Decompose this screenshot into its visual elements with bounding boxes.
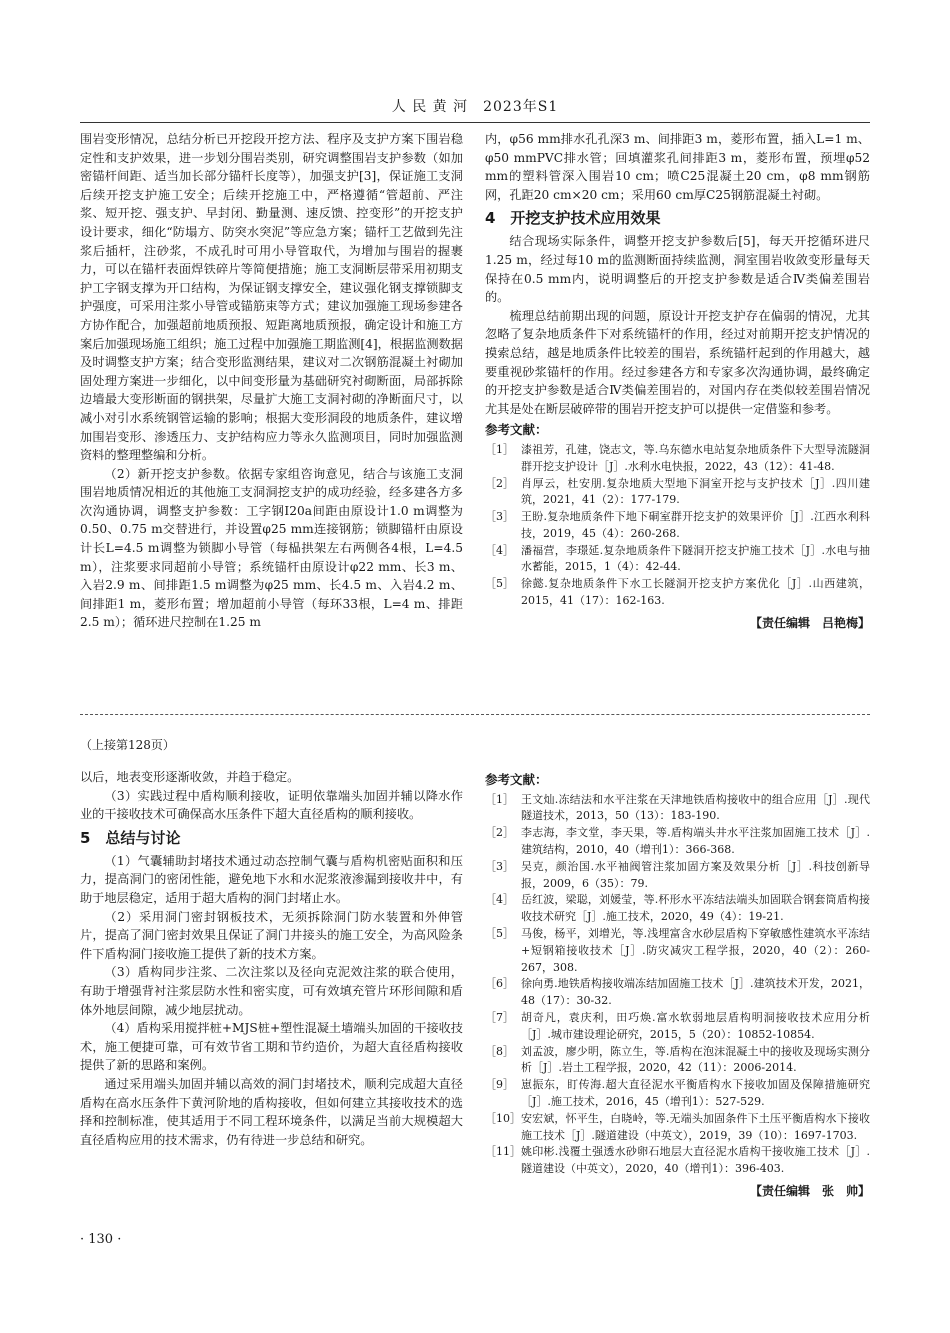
reference-text: 王文灿.冻结法和水平注浆在天津地铁盾构接收中的组合应用［J］.现代隧道技术，2013，50（13）：183-190.: [521, 792, 870, 823]
reference-item: [485, 1144, 870, 1178]
section-heading: 5 总结与讨论: [80, 828, 181, 847]
reference-number: ［10］: [485, 1111, 521, 1125]
reference-item: [485, 442, 870, 476]
reference-item: [485, 926, 870, 976]
reference-item: [485, 476, 870, 510]
reference-item: [485, 825, 870, 859]
reference-item: [485, 792, 870, 826]
lower-right-column: [485, 768, 870, 1201]
reference-number: ［7］: [485, 1010, 514, 1024]
article-divider: [80, 714, 870, 715]
reference-number: ［1］: [485, 792, 514, 806]
paragraph: （3）盾构同步注浆、二次注浆以及径向克泥效注浆的联合使用，有助于增强背衬注浆层防水性和密实度，可有效填充管片环形间隙和盾体外地层间隙，减少地层扰动。: [80, 965, 463, 1017]
reference-list: [485, 442, 870, 610]
reference-number: ［3］: [485, 859, 514, 873]
paragraph: （4）盾构采用搅拌桩+MJS桩+塑性混凝土墙端头加固的干接收技术，施工便捷可靠，可有效节省工期和节约造价，为超大直径盾构接收提供了新的思路和案例。: [80, 1021, 463, 1073]
reference-text: 吴克，颜治国.水平袖阀管注浆加固方案及效果分析［J］.科技创新导报，2009，6（35）：79.: [521, 859, 870, 890]
reference-number: ［11］: [485, 1145, 521, 1159]
reference-number: ［9］: [485, 1078, 514, 1092]
reference-item: [485, 576, 870, 610]
section-heading: 4 开挖支护技术应用效果: [485, 209, 661, 228]
references-heading: 参考文献：: [485, 772, 548, 787]
reference-number: ［6］: [485, 977, 514, 991]
reference-item: [485, 976, 870, 1010]
reference-item: [485, 509, 870, 543]
reference-list: [485, 792, 870, 1178]
references-heading: 参考文献：: [485, 422, 548, 438]
reference-item: [485, 1010, 870, 1044]
reference-text: 刘孟波，廖少明，陈立生，等.盾构在泡沫混凝土中的接收及现场实测分析［J］.岩土工程学报，2020，42（11）：2006-2014.: [521, 1044, 870, 1075]
reference-item: [485, 1044, 870, 1078]
reference-item: [485, 1111, 870, 1145]
paragraph: （2）采用洞门密封钢板技术，无须拆除洞门防水装置和外伸管片，提高了洞门密封效果且保证了洞门井接头的施工安全，为高风险条件下盾构洞门接收施工提供了新的技术方案。: [80, 909, 463, 961]
responsible-editor: 【责任编辑 吕艳梅】: [749, 615, 870, 630]
reference-number: ［5］: [485, 926, 514, 940]
paragraph: （2）新开挖支护参数。依据专家组咨询意见，结合与该施工支洞围岩地质情况相近的其他施工支洞洞挖支护的成功经验，经多建各方多次沟通协调，调整支护参数：工字钢I20a间距由原设计1.0 m调整为0.50、0.75 m交替进行，并设置φ25 mm连接钢筋；锁脚锚杆由原设计长L=4.5 m调整为锁脚小导管（每榀拱架左右两侧各4根，L=4.5 m），注浆要求同超前小导管；系统锚杆由原设计φ22 mm、长3 m、入岩2.9 m、间排距1.5 m调整为φ25 mm、长4.5 m、入岩4.2 m、间排距1 m，菱形布置；增加超前小导管（每环33根，L=4 m、排距2.5 m）；循环进尺控制在1.25 m: [80, 466, 463, 630]
reference-text: 姚印彬.浅覆土强透水砂卵石地层大直径泥水盾构干接收施工技术［J］.隧道建设（中英文），2020，40（增刊1）：396-403.: [521, 1145, 870, 1176]
reference-text: 马俊，杨平，刘增光，等.浅埋富含水砂层盾构下穿敏感性建筑水平冻结+短钢箱接收技术［J］.防灾减灾工程学报，2020，40（2）：260-267，308.: [521, 926, 870, 974]
running-header: 人 民 黄 河 2023年S1: [80, 96, 870, 123]
reference-text: 胡奇凡，袁庆利，田巧焕.富水软弱地层盾构明洞接收技术应用分析［J］.城市建设理论研究，2015，5（20）：10852-10854.: [521, 1010, 870, 1041]
reference-item: [485, 543, 870, 577]
reference-text: 徐向勇.地铁盾构接收端冻结加固施工技术［J］.建筑技术开发，2021，48（17）：30-32.: [521, 977, 870, 1008]
reference-item: [485, 859, 870, 893]
reference-number: ［1］: [485, 442, 514, 456]
paragraph: 围岩变形情况，总结分析已开挖段开挖方法、程序及支护方案下围岩稳定性和支护效果，进一步划分围岩类别，研究调整围岩支护参数（如加密锚杆间距、适当加长部分锚杆长度等），加强支护[3]，保证施工支洞后续开挖支护施工安全；后续开挖施工中，严格遵循“管超前、严注浆、短开挖、强支护、早封闭、勤量测、速反馈、控变形”的开挖支护设计要求，细化“防塌方、防突水突泥”等应急方案；锚杆工艺做到先注浆后插杆，注砂浆，不成孔时可用小导管取代，为增加与围岩的握裹力，可以在锚杆表面焊铁碎片等简便措施；施工支洞断层带采用初期支护工字钢支撑为开口结构，为保证钢支撑安全，建议强化钢支撑锁脚支护强度，可采用注浆小导管或锚筋束等方式；建议加强施工现场参建各方协作配合，加强超前地质预报、短距离地质预报，确定设计和施工方案后加强现场施工组织；施工过程中加强施工期监测[4]，根据监测数据及时调整支护方案；结合变形监测结果，建议对二次钢筋混凝土衬砌加固处理方案进一步细化，以中间变形量为基础研究衬砌断面，局部拆除边墙最大变形断面的钢拱架，尽量扩大施工支洞衬砌的净断面尺寸，以减小对引水系统钢管运输的影响；根据大变形洞段的地质条件，建议增加围岩变形、渗透压力、支护结构应力等永久监测项目，同时加强监测资料的整理整编和分析。: [80, 132, 463, 463]
reference-text: 李志海，李文堂，李天果，等.盾构端头井水平注浆加固施工技术［J］.建筑结构，2010，40（增刊1）：366-368.: [521, 826, 870, 856]
upper-left-column: [80, 130, 463, 632]
paragraph: 内，φ56 mm排水孔孔深3 m、间排距3 m，菱形布置，插入L=1 m、φ50 mmPVC排水管；回填灌浆孔间排距3 m，菱形布置，预埋φ52 mm的塑料管深入围岩10 cm；喷C25混凝土20 cm，φ8 mm钢筋网，孔距20 cm×20 cm；采用60 cm厚C25钢筋混凝土衬砌。: [485, 132, 870, 202]
reference-text: 岳红波，梁聪，刘媛莹，等.杯形水平冻结法端头加固联合钢套筒盾构接收技术研究［J］.施工技术，2020，49（4）：19-21.: [521, 893, 870, 924]
upper-right-column: [485, 130, 870, 632]
reference-number: ［4］: [485, 893, 514, 907]
reference-item: [485, 1077, 870, 1111]
continued-from-note: （上接第128页）: [80, 738, 175, 752]
paragraph: 通过采用端头加固并辅以高效的洞门封堵技术，顺利完成超大直径盾构在高水压条件下黄河阶地的盾构接收，但如何建立其接收技术的选择和控制标准，使其适用于不同工程环境条件，以满足当前大规模超大直径盾构应用的技术需求，仍有待进一步总结和研究。: [80, 1076, 463, 1147]
reference-number: ［3］: [485, 510, 514, 524]
responsible-editor: 【责任编辑 张 帅】: [749, 1183, 870, 1198]
page-number: · 130 ·: [80, 1232, 122, 1247]
reference-text: 潘福营，李璟延.复杂地质条件下隧洞开挖支护施工技术［J］.水电与抽水蓄能，2015，1（4）：42-44.: [521, 543, 870, 574]
reference-item: [485, 892, 870, 926]
reference-text: 徐懿.复杂地质条件下水工长隧洞开挖支护方案优化［J］.山西建筑，2015，41（17）：162-163.: [521, 577, 870, 608]
reference-text: 王盼.复杂地质条件下地下硐室群开挖支护的效果评价［J］.江西水利科技，2019，45（4）：260-268.: [521, 510, 870, 540]
reference-text: 漆祖芳，孔建，饶志文，等.乌东德水电站复杂地质条件下大型导流隧洞群开挖支护设计［J］.水利水电快报，2022，43（12）：41-48.: [521, 442, 870, 473]
reference-number: ［2］: [485, 476, 514, 490]
reference-number: ［5］: [485, 577, 514, 591]
paragraph: 以后，地表变形逐渐收敛，并趋于稳定。: [80, 770, 300, 784]
reference-text: 崽振东，盯传海.超大直径泥水平衡盾构水下接收加固及保障措施研究［J］.施工技术，2016，45（增刊1）：527-529.: [521, 1078, 870, 1108]
reference-text: 肖厚云，杜安朋.复杂地质大型地下洞室开挖与支护技术［J］.四川建筑，2021，41（2）：177-179.: [521, 476, 870, 507]
reference-text: 安宏斌，怀平生，白晓岭，等.无端头加固条件下土压平衡盾构水下接收施工技术［J］.隧道建设（中英文），2019，39（10）：1697-1703.: [521, 1111, 870, 1142]
lower-left-column: [80, 768, 463, 1149]
paragraph: 结合现场实际条件，调整开挖支护参数后[5]，每天开挖循环进尺1.25 m，经过每10 m的监测断面持续监测，洞室围岩收敛变形量每天保持在0.5 mm内，说明调整后的开挖支护参数是适合Ⅳ类偏差围岩的。: [485, 234, 870, 305]
reference-number: ［8］: [485, 1044, 514, 1058]
paragraph: （3）实践过程中盾构顺利接收，证明依靠端头加固并辅以降水作业的干接收技术可确保高水压条件下超大直径盾构的顺利接收。: [80, 788, 463, 822]
reference-number: ［2］: [485, 826, 514, 840]
paragraph: （1）气囊辅助封堵技术通过动态控制气囊与盾构机密贴面积和压力，提高洞门的密闭性能，避免地下水和水泥浆液渗漏到接收井中，有助于地层稳定，适用于超大盾构的洞门封堵止水。: [80, 853, 463, 905]
paragraph: 梳理总结前期出现的问题，原设计开挖支护存在偏弱的情况，尤其忽略了复杂地质条件下对系统锚杆的作用，经过对前期开挖支护情况的摸索总结，越是地质条件比较差的围岩，系统锚杆起到的作用越大，越要重视砂浆锚杆的作用。经过参建各方和专家多次沟通协调，最终确定的开挖支护参数是适合Ⅳ类偏差围岩的，对国内存在类似较差围岩情况尤其是处在断层破碎带的围岩开挖支护可以提供一定借鉴和参考。: [485, 308, 870, 416]
reference-number: ［4］: [485, 543, 514, 557]
